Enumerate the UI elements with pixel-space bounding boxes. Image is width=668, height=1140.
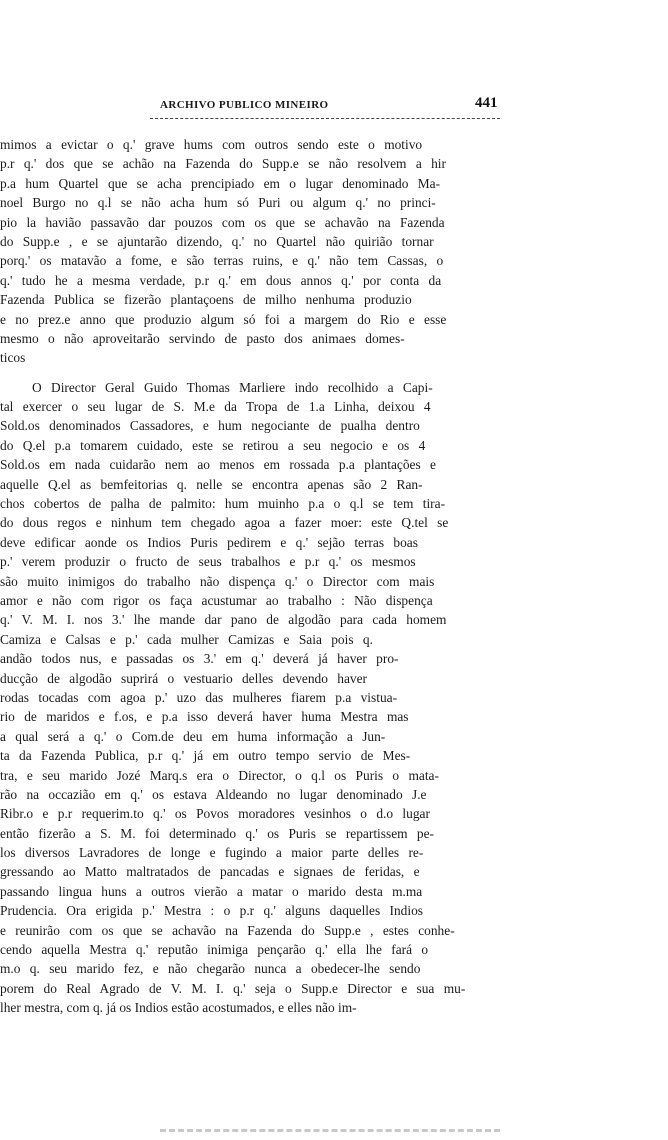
header-rule [150, 118, 500, 119]
text-line: são muito inimigos do trabalho não dispença q.' o Director com mais [0, 573, 435, 589]
text-line: pio la havião passavão dar pouzos com os que se achavão na Fazenda [0, 214, 445, 230]
text-line: rodas tocadas com agoa p.' uzo das mulheres fiarem p.a vistua- [0, 689, 398, 705]
page-number: 441 [475, 95, 498, 111]
text-line: Fazenda Publica se fizerão plantaçoens de milho nenhuma produzio [0, 292, 412, 308]
text-line: a qual será a q.' o Com.de deu em huma informação a Jun- [0, 728, 386, 744]
text-line: andão todos nus, e passadas os 3.' em q.' deverá já haver pro- [0, 651, 399, 667]
text-line: passando lingua huns a outros vierão a matar o marido desta m.ma [0, 883, 423, 899]
text-line: p.' verem produzir o fructo de seus trabalhos e p.r q.' os mesmos [0, 554, 416, 570]
paragraph-2 [0, 378, 498, 1018]
running-head: ARCHIVO PUBLICO MINEIRO [160, 99, 329, 111]
text-line: do dous regos e ninhum tem chegado agoa a fazer moer: este Q.tel se [0, 515, 449, 531]
paragraph-1 [0, 135, 498, 368]
footer-rule [160, 1129, 500, 1132]
text-line: e no prez.e anno que produzio algum só foi a margem do Rio e esse [0, 311, 447, 327]
text-line: p.a hum Quartel que se acha prencipiado em o lugar denominado Ma- [0, 175, 441, 191]
text-line: mesmo o não aproveitarão servindo de pasto dos animaes domes- [0, 330, 405, 346]
text-line: Ribr.o e p.r requerim.to q.' os Povos moradores vesinhos o d.o lugar [0, 806, 430, 822]
text-line: ducção de algodão suprirá o vestuario delles devendo haver [0, 670, 368, 686]
text-line: e reunirão com os que se achavão na Fazenda do Supp.e , estes conhe- [0, 922, 455, 938]
text-line: cendo aquella Mestra q.' reputão inimiga pençarão q.' ella lhe fará o [0, 942, 429, 958]
text-line: ticos [0, 350, 26, 366]
text-line: gressando ao Matto maltratados de pancadas e signaes de feridas, e [0, 864, 420, 880]
text-line: chos cobertos de palha de palmito: hum muinho p.a o q.l se tem tira- [0, 496, 446, 512]
paragraph-gap [0, 368, 498, 378]
text-line: Sold.os em nada cuidarão nem ao menos em rossada p.a plantações e [0, 457, 436, 473]
text-line: rio de maridos e f.os, e p.a isso deverá haver huma Mestra mas [0, 709, 409, 725]
text-line: q.' tudo he a mesma verdade, p.r q.' em dous annos q.' por conta da [0, 272, 442, 288]
text-line: noel Burgo no q.l se não acha hum só Puri ou algum q.' no princi- [0, 195, 436, 211]
body-text [0, 135, 498, 1018]
text-line: lher mestra, com q. já os Indios estão acostumados, e elles não im- [0, 1000, 357, 1016]
text-line: mimos a evictar o q.' grave hums com outros sendo este o motivo [0, 137, 423, 152]
text-line: m.o q. seu marido fez, e não chegarão nunca a obedecer-lhe sendo [0, 961, 421, 977]
page-header [150, 95, 500, 119]
text-line: Camiza e Calsas e p.' cada mulher Camizas e Saia pois q. [0, 631, 373, 647]
text-line: porem do Real Agrado de V. M. I. q.' seja o Supp.e Director e sua mu- [0, 980, 466, 996]
text-line: p.r q.' dos que se achão na Fazenda do Supp.e se não resolvem a hir [0, 156, 446, 172]
text-line: rão na occazião em q.' os estava Aldeando no lugar denominado J.e [0, 786, 427, 802]
text-line: porq.' os matavão a fome, e são terras ruins, e q.' não tem Cassas, o [0, 253, 444, 269]
text-line: q.' V. M. I. nos 3.' lhe mande dar pano de algodão para cada homem [0, 612, 447, 628]
text-line: aquelle Q.el as bemfeitorias q. nelle se encontra apenas são 2 Ran- [0, 476, 423, 492]
text-line: O Director Geral Guido Thomas Marliere indo recolhido a Capi- [32, 379, 433, 395]
text-line: Sold.os denominados Cassadores, e hum negociante de pualha dentro [0, 418, 420, 434]
text-line: Prudencia. Ora erigida p.' Mestra : o p.r q.' alguns daquelles Indios [0, 903, 423, 919]
text-line: ta da Fazenda Publica, p.r q.' já em outro tempo servio de Mes- [0, 748, 411, 764]
text-line: do Q.el p.a tomarem cuidado, este se retirou a seu negocio e os 4 [0, 437, 426, 453]
text-line: do Supp.e , e se ajuntarão dizendo, q.' no Quartel não quirião tornar [0, 233, 434, 249]
text-line: tal exercer o seu lugar de S. M.e da Tropa de 1.a Linha, deixou 4 [0, 399, 431, 415]
text-line: amor e não com rigor os faça acustumar ao trabalho : Não dispença [0, 592, 433, 608]
text-line: então fizerão a S. M. foi determinado q.' os Puris se repartissem pe- [0, 825, 434, 841]
text-line: deve edificar aonde os Indios Puris pedirem e q.' sejão terras boas [0, 534, 418, 550]
text-line: tra, e seu marido Jozé Marq.s era o Director, o q.l os Puris o mata- [0, 767, 439, 783]
text-line: los diversos Lavradores de longe e fugindo a maior parte delles re- [0, 845, 424, 861]
